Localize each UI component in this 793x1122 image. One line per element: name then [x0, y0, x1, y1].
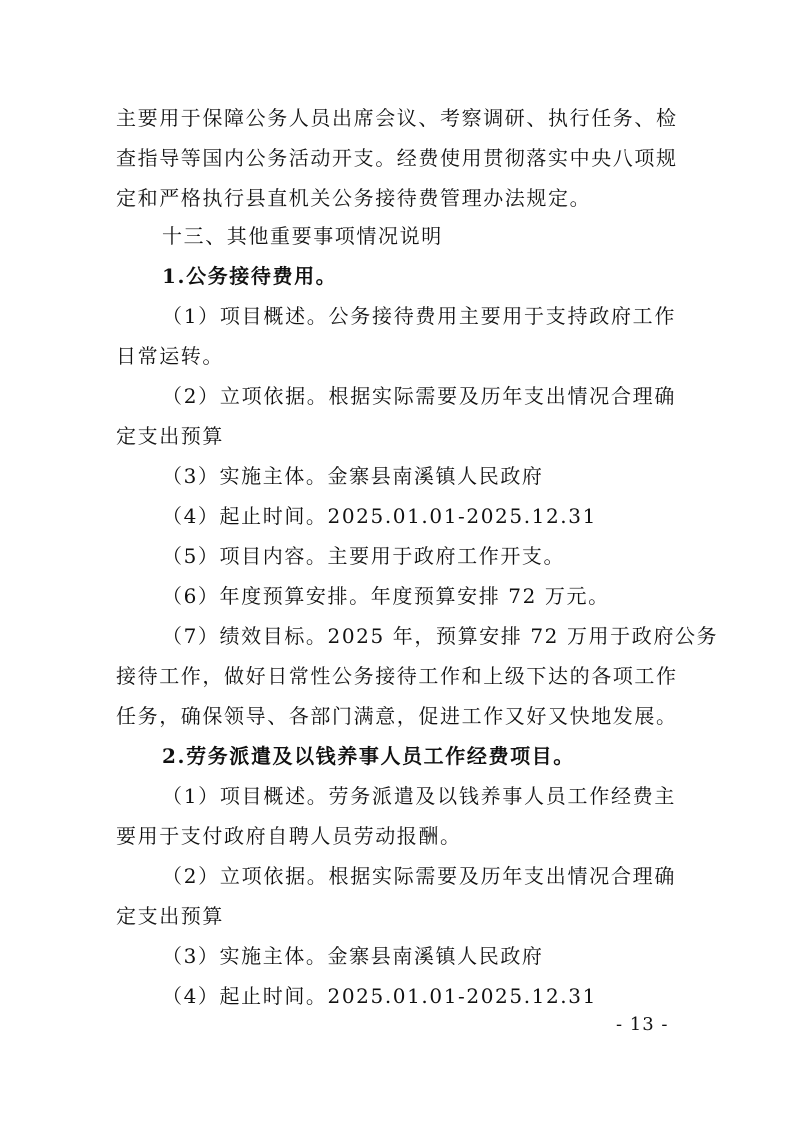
- body-text-line: 任务，确保领导、各部门满意，促进工作又好又快地发展。: [116, 704, 678, 728]
- subsection-heading: 1.公务接待费用。: [162, 264, 338, 288]
- body-text-line: （1）项目概述。公务接待费用主要用于支持政府工作: [162, 304, 676, 328]
- body-text-line: （6）年度预算安排。年度预算安排 72 万元。: [162, 584, 610, 608]
- body-text-line: 主要用于保障公务人员出席会议、考察调研、执行任务、检: [116, 106, 678, 130]
- body-text-line: （2）立项依据。根据实际需要及历年支出情况合理确: [162, 864, 676, 888]
- body-text-line: 定支出预算: [116, 424, 224, 448]
- body-text-line: （4）起止时间。2025.01.01-2025.12.31: [162, 984, 597, 1008]
- subsection-heading: 2.劳务派遣及以钱养事人员工作经费项目。: [162, 744, 575, 768]
- body-text-line: （3）实施主体。金寨县南溪镇人民政府: [162, 944, 544, 968]
- body-text-line: 接待工作，做好日常性公务接待工作和上级下达的各项工作: [116, 664, 678, 688]
- body-text-line: 定和严格执行县直机关公务接待费管理办法规定。: [116, 186, 592, 210]
- body-text-line: 日常运转。: [116, 344, 224, 368]
- body-text-line: 查指导等国内公务活动开支。经费使用贯彻落实中央八项规: [116, 146, 678, 170]
- body-text-line: （7）绩效目标。2025 年，预算安排 72 万用于政府公务: [162, 624, 719, 648]
- page-number: - 13 -: [616, 1014, 669, 1035]
- body-text-line: （5）项目内容。主要用于政府工作开支。: [162, 544, 566, 568]
- body-text-line: （4）起止时间。2025.01.01-2025.12.31: [162, 504, 597, 528]
- body-text-line: 要用于支付政府自聘人员劳动报酬。: [116, 824, 462, 848]
- body-text-line: （1）项目概述。劳务派遣及以钱养事人员工作经费主: [162, 784, 676, 808]
- body-text-line: 定支出预算: [116, 904, 224, 928]
- body-text-line: （3）实施主体。金寨县南溪镇人民政府: [162, 464, 544, 488]
- section-heading: 十三、其他重要事项情况说明: [162, 224, 443, 248]
- body-text-line: （2）立项依据。根据实际需要及历年支出情况合理确: [162, 384, 676, 408]
